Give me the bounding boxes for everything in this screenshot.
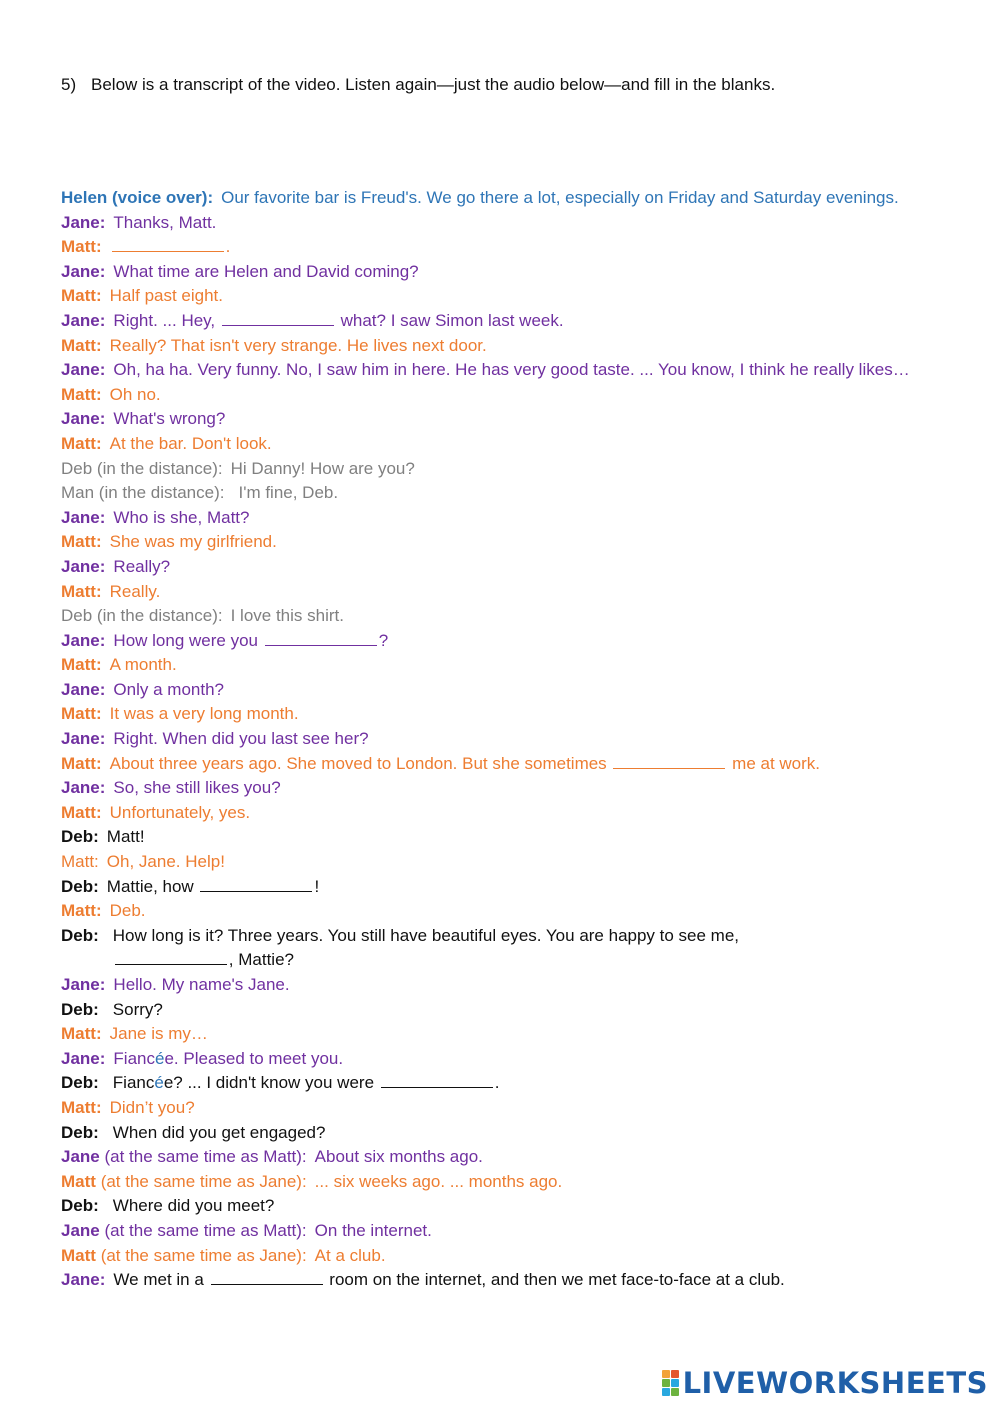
transcript-line: [61, 580, 931, 605]
instruction-number: 5): [61, 75, 77, 94]
speaker-deb-distance: Deb (in the distance):: [61, 458, 223, 478]
blank-field[interactable]: [115, 949, 227, 965]
transcript-line: [61, 1219, 931, 1244]
transcript-line: [61, 555, 931, 580]
speaker-matt: Matt:: [61, 802, 102, 822]
transcript-line: Matt: About three years ago. She moved to London. But she sometimes me at work.: [61, 752, 931, 777]
blank-field[interactable]: [381, 1072, 493, 1088]
transcript-line: [61, 973, 931, 998]
liveworksheets-logo: [662, 1366, 988, 1400]
transcript-line: [61, 432, 931, 457]
transcript-line: [61, 604, 931, 629]
line-text: Where did you meet?: [112, 1196, 275, 1216]
speaker-matt: Matt:: [61, 1097, 102, 1117]
line-text: Who is she, Matt?: [113, 507, 250, 527]
speaker-jane: Jane (at the same time as Matt):: [61, 1147, 307, 1167]
transcript-line: Deb: Mattie, how !: [61, 875, 931, 900]
line-text: ... six weeks ago. ... months ago.: [314, 1171, 563, 1191]
speaker-jane: Jane (at the same time as Matt):: [61, 1220, 307, 1240]
speaker-matt: Matt:: [61, 335, 102, 355]
line-text: A month.: [109, 655, 177, 675]
transcript-line: [61, 211, 931, 236]
line-text: Hi Danny! How are you?: [230, 458, 415, 478]
speaker-matt: Matt:: [61, 753, 102, 773]
transcript-line: Deb: How long is it? Three years. You still have beautiful eyes. You are happy to see me, , Mattie?: [61, 924, 931, 973]
speaker-matt: Matt:: [61, 581, 102, 601]
line-text: Didn’t you?: [109, 1097, 195, 1117]
speaker-matt: Matt:: [61, 655, 102, 675]
transcript: [61, 186, 931, 1293]
speaker-helen: Helen (voice over):: [61, 188, 214, 207]
transcript-line: [61, 334, 931, 359]
blank-field[interactable]: [112, 236, 224, 252]
speaker-man-distance: Man (in the distance):: [61, 483, 225, 503]
line-text: Really.: [109, 581, 161, 601]
instruction-text: Below is a transcript of the video. Listen again—just the audio below—and fill in the blanks.: [91, 75, 776, 94]
blank-field[interactable]: [613, 753, 725, 769]
transcript-line: [61, 825, 931, 850]
transcript-line: [61, 678, 931, 703]
instruction: [61, 73, 775, 97]
speaker-matt: Matt:: [61, 532, 102, 552]
line-text: On the internet.: [314, 1220, 432, 1240]
line-text: I love this shirt.: [230, 606, 344, 626]
speaker-jane: Jane:: [61, 1270, 106, 1290]
speaker-matt: Matt:: [61, 704, 102, 724]
line-text: Oh, ha ha. Very funny. No, I saw him in here. He has very good taste. ... You know, I think he really likes…: [113, 360, 910, 380]
transcript-line: Jane: How long were you ?: [61, 629, 931, 654]
transcript-line: [61, 1047, 931, 1072]
speaker-deb-distance: Deb (in the distance):: [61, 606, 223, 626]
line-text: Jane is my…: [109, 1024, 208, 1044]
line-text: At a club.: [314, 1245, 386, 1265]
line-text: Unfortunately, yes.: [109, 802, 251, 822]
speaker-jane: Jane:: [61, 778, 106, 798]
line-text: Oh, Jane. Help!: [106, 852, 225, 872]
transcript-line: [61, 530, 931, 555]
line-text: At the bar. Don't look.: [109, 433, 272, 453]
line-text: Our favorite bar is Freud's. We go there a lot, especially on Friday and Saturday evenings.: [221, 188, 899, 207]
speaker-jane: Jane:: [61, 409, 106, 429]
blank-field[interactable]: [211, 1269, 323, 1285]
line-text: Sorry?: [112, 999, 163, 1019]
transcript-line: [61, 899, 931, 924]
blank-field[interactable]: [200, 876, 312, 892]
transcript-line: [61, 407, 931, 432]
transcript-line: Matt: .: [61, 235, 931, 260]
line-text: Hello. My name's Jane.: [113, 975, 290, 994]
line-text: Half past eight.: [109, 286, 224, 306]
transcript-line: [61, 383, 931, 408]
speaker-matt: Matt (at the same time as Jane):: [61, 1245, 307, 1265]
speaker-matt: Matt:: [61, 237, 102, 257]
line-text: Really?: [113, 556, 171, 576]
speaker-matt: Matt:: [61, 384, 102, 404]
speaker-matt: Matt (at the same time as Jane):: [61, 1171, 307, 1191]
transcript-line: [61, 776, 931, 801]
speaker-jane: Jane:: [61, 261, 106, 281]
line-text: Matt!: [106, 827, 145, 847]
line-text: She was my girlfriend.: [109, 532, 277, 552]
transcript-line: [61, 481, 931, 506]
logo-icon: [662, 1370, 679, 1396]
transcript-line: [61, 506, 931, 531]
blank-field[interactable]: [222, 310, 334, 326]
line-text: Right. When did you last see her?: [113, 729, 369, 749]
transcript-line: [61, 284, 931, 309]
transcript-line: Jane: Right. ... Hey, what? I saw Simon last week.: [61, 309, 931, 334]
speaker-jane: Jane:: [61, 212, 106, 232]
speaker-deb: Deb:: [61, 999, 99, 1019]
logo-text: LIVEWORKSHEETS: [682, 1366, 988, 1400]
blank-field[interactable]: [265, 630, 377, 646]
line-text: When did you get engaged?: [112, 1122, 326, 1142]
speaker-matt: Matt:: [61, 433, 102, 453]
line-text: Deb.: [109, 901, 146, 921]
speaker-deb: Deb:: [61, 827, 99, 847]
transcript-line: [61, 727, 931, 752]
line-text: Oh no.: [109, 384, 161, 404]
speaker-jane: Jane:: [61, 630, 106, 650]
line-text: Fiancée. Pleased to meet you.: [113, 1048, 344, 1068]
line-text: Really? That isn't very strange. He lives next door.: [109, 335, 487, 355]
speaker-deb: Deb:: [61, 1196, 99, 1216]
transcript-line: [61, 260, 931, 285]
speaker-deb: Deb:: [61, 1073, 99, 1093]
transcript-line: Deb: Fiancée? ... I didn't know you were .: [61, 1071, 931, 1096]
speaker-matt: Matt:: [61, 1024, 102, 1044]
transcript-line: [61, 998, 931, 1023]
transcript-line: [61, 1170, 931, 1195]
transcript-line: [61, 1145, 931, 1170]
speaker-jane: Jane:: [61, 556, 106, 576]
transcript-line: [61, 1096, 931, 1121]
speaker-jane: Jane:: [61, 729, 106, 749]
speaker-deb: Deb:: [61, 876, 99, 896]
transcript-line: [61, 850, 931, 875]
transcript-line: [61, 653, 931, 678]
line-text: About six months ago.: [314, 1147, 483, 1167]
speaker-deb: Deb:: [61, 925, 99, 945]
transcript-line: [61, 702, 931, 727]
line-text: I'm fine, Deb.: [238, 483, 339, 503]
transcript-line: [61, 186, 931, 211]
transcript-line: [61, 1194, 931, 1219]
transcript-line: [61, 1022, 931, 1047]
speaker-matt: Matt:: [61, 286, 102, 306]
transcript-line: [61, 1244, 931, 1269]
transcript-line: [61, 358, 931, 383]
speaker-matt: Matt:: [61, 901, 102, 921]
speaker-deb: Deb:: [61, 1122, 99, 1142]
speaker-jane: Jane:: [61, 975, 106, 994]
speaker-jane: Jane:: [61, 310, 106, 330]
transcript-line: Jane: We met in a room on the internet, and then we met face-to-face at a club.: [61, 1268, 931, 1293]
line-text: So, she still likes you?: [113, 778, 281, 798]
speaker-jane: Jane:: [61, 679, 106, 699]
speaker-matt: Matt:: [61, 852, 99, 872]
line-text: What time are Helen and David coming?: [113, 261, 419, 281]
speaker-jane: Jane:: [61, 1048, 106, 1068]
line-text: Thanks, Matt.: [113, 212, 217, 232]
line-text: What's wrong?: [113, 409, 226, 429]
transcript-line: [61, 1121, 931, 1146]
transcript-line: [61, 801, 931, 826]
line-text: It was a very long month.: [109, 704, 299, 724]
transcript-line: [61, 457, 931, 482]
line-text: Only a month?: [113, 679, 224, 699]
speaker-jane: Jane:: [61, 360, 106, 380]
speaker-jane: Jane:: [61, 507, 106, 527]
